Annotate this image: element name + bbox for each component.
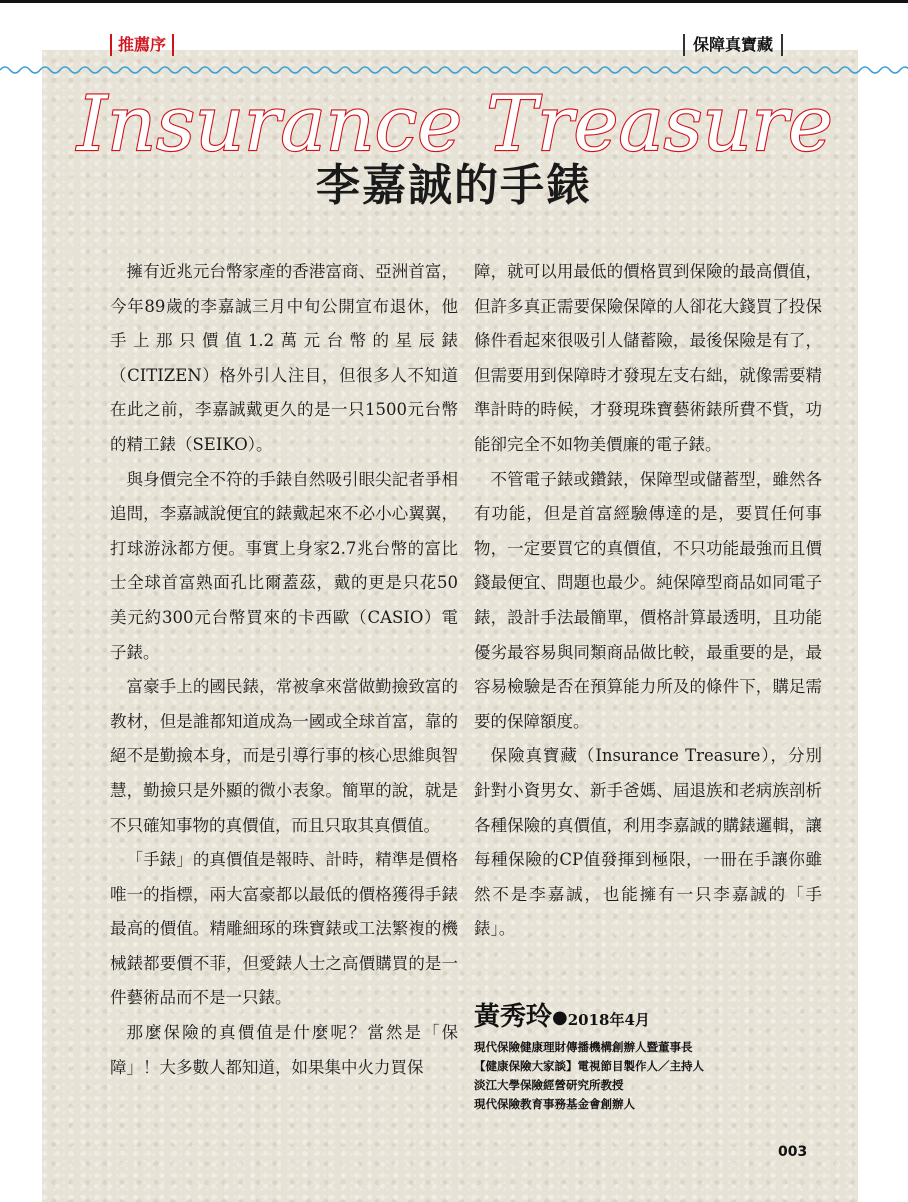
- article-column-right: [474, 255, 822, 947]
- paragraph: 富豪手上的國民錶，常被拿來當做勤撿致富的教材，但是誰都知道成為一國或全球首富，靠的絕不是勤撿本身，而是引導行事的核心思維與智慧，勤撿只是外顯的微小表象。簡單的說，就是不只確知事物的真價值，而且只取其真價值。: [110, 677, 458, 835]
- author-title-line: 淡江大學保險經營研究所教授: [474, 1078, 624, 1092]
- paragraph: 保險真寶藏（Insurance Treasure），分別針對小資男女、新手爸媽、屆退族和老病族剖析各種保險的真價值，利用李嘉誠的購錶邏輯，讓每種保險的CP值發揮到極限，一冊在手讓你雖然不是李嘉誠，也能擁有一只李嘉誠的「手錶」。: [474, 746, 822, 939]
- author-titles: [474, 1038, 704, 1114]
- author-title-line: 【健康保險大家談】電視節目製作人／主持人: [474, 1059, 704, 1073]
- paragraph: 不管電子錶或鑽錶，保障型或儲蓄型，雖然各有功能，但是首富經驗傳達的是，要買任何事物，一定要買它的真價值，不只功能最強而且價錢最便宜、問題也最少。純保障型商品如同電子錶，設計手法最簡單，價格計算最透明，且功能優劣最容易與同類商品做比較，最重要的是，最容易檢驗是否在預算能力所及的條件下，購足需要的保障額度。: [474, 469, 822, 731]
- author-title-line: 現代保險健康理財傳播機構創辦人暨董事長: [474, 1040, 693, 1054]
- author-signature: [474, 1000, 650, 1037]
- separator-dot: ●: [552, 1007, 568, 1028]
- paragraph-continued: 障，就可以用最低的價格買到保險的最高價值，但許多真正需要保險保障的人卻花大錢買了投保條件看起來很吸引人儲蓄險，最後保險是有了，但需要用到保障時才發現左支右絀，就像需要精準計時的時候，才發現珠寶藝術錶所費不貲，功能卻完全不如物美價廉的電子錶。: [474, 262, 822, 454]
- paragraph: 擁有近兆元台幣家產的香港富商、亞洲首富，今年89歲的李嘉誠三月中旬公開宣布退休，他手上那只價值1.2萬元台幣的星辰錶（CITIZEN）格外引人注目，但很多人不知道在此之前，李嘉誠戴更久的是一只1500元台幣的精工錶（SEIKO）。: [110, 262, 458, 454]
- paragraph: 那麼保險的真價值是什麼呢？當然是「保障」！大多數人都知道，如果集中火力買保: [110, 1023, 458, 1077]
- author-title-line: 現代保險教育事務基金會創辦人: [474, 1097, 635, 1111]
- page-title: 李嘉誠的手錶: [316, 160, 592, 211]
- paragraph: 「手錶」的真價值是報時、計時，精準是價格唯一的指標，兩大富豪都以最低的價格獲得手錶最高的價值。精雕細琢的珠寶錶或工法繁複的機械錶都要價不菲，但愛錶人士之高價購買的是一件藝術品而不是一只錶。: [110, 850, 458, 1008]
- author-name: 黃秀玲: [474, 1002, 553, 1032]
- section-label-right: 保障真寶藏: [683, 34, 783, 56]
- english-title-text: Insurance Treasure: [77, 79, 833, 168]
- paragraph: 與身價完全不符的手錶自然吸引眼尖記者爭相追問，李嘉誠說便宜的錶戴起來不必小心翼翼，打球游泳都方便。事實上身家2.7兆台幣的富比士全球首富熟面孔比爾蓋茲，戴的更是只花50美元約300元台幣買來的卡西歐（CASIO）電子錶。: [110, 469, 458, 662]
- english-title: [40, 78, 870, 168]
- signature-date: 2018年4月: [567, 1011, 650, 1029]
- top-rule: [0, 0, 908, 3]
- article-column-left: [110, 255, 458, 1085]
- wavy-divider: [0, 60, 908, 80]
- page-number: 003: [778, 1144, 808, 1160]
- section-label-left: 推薦序: [110, 34, 174, 56]
